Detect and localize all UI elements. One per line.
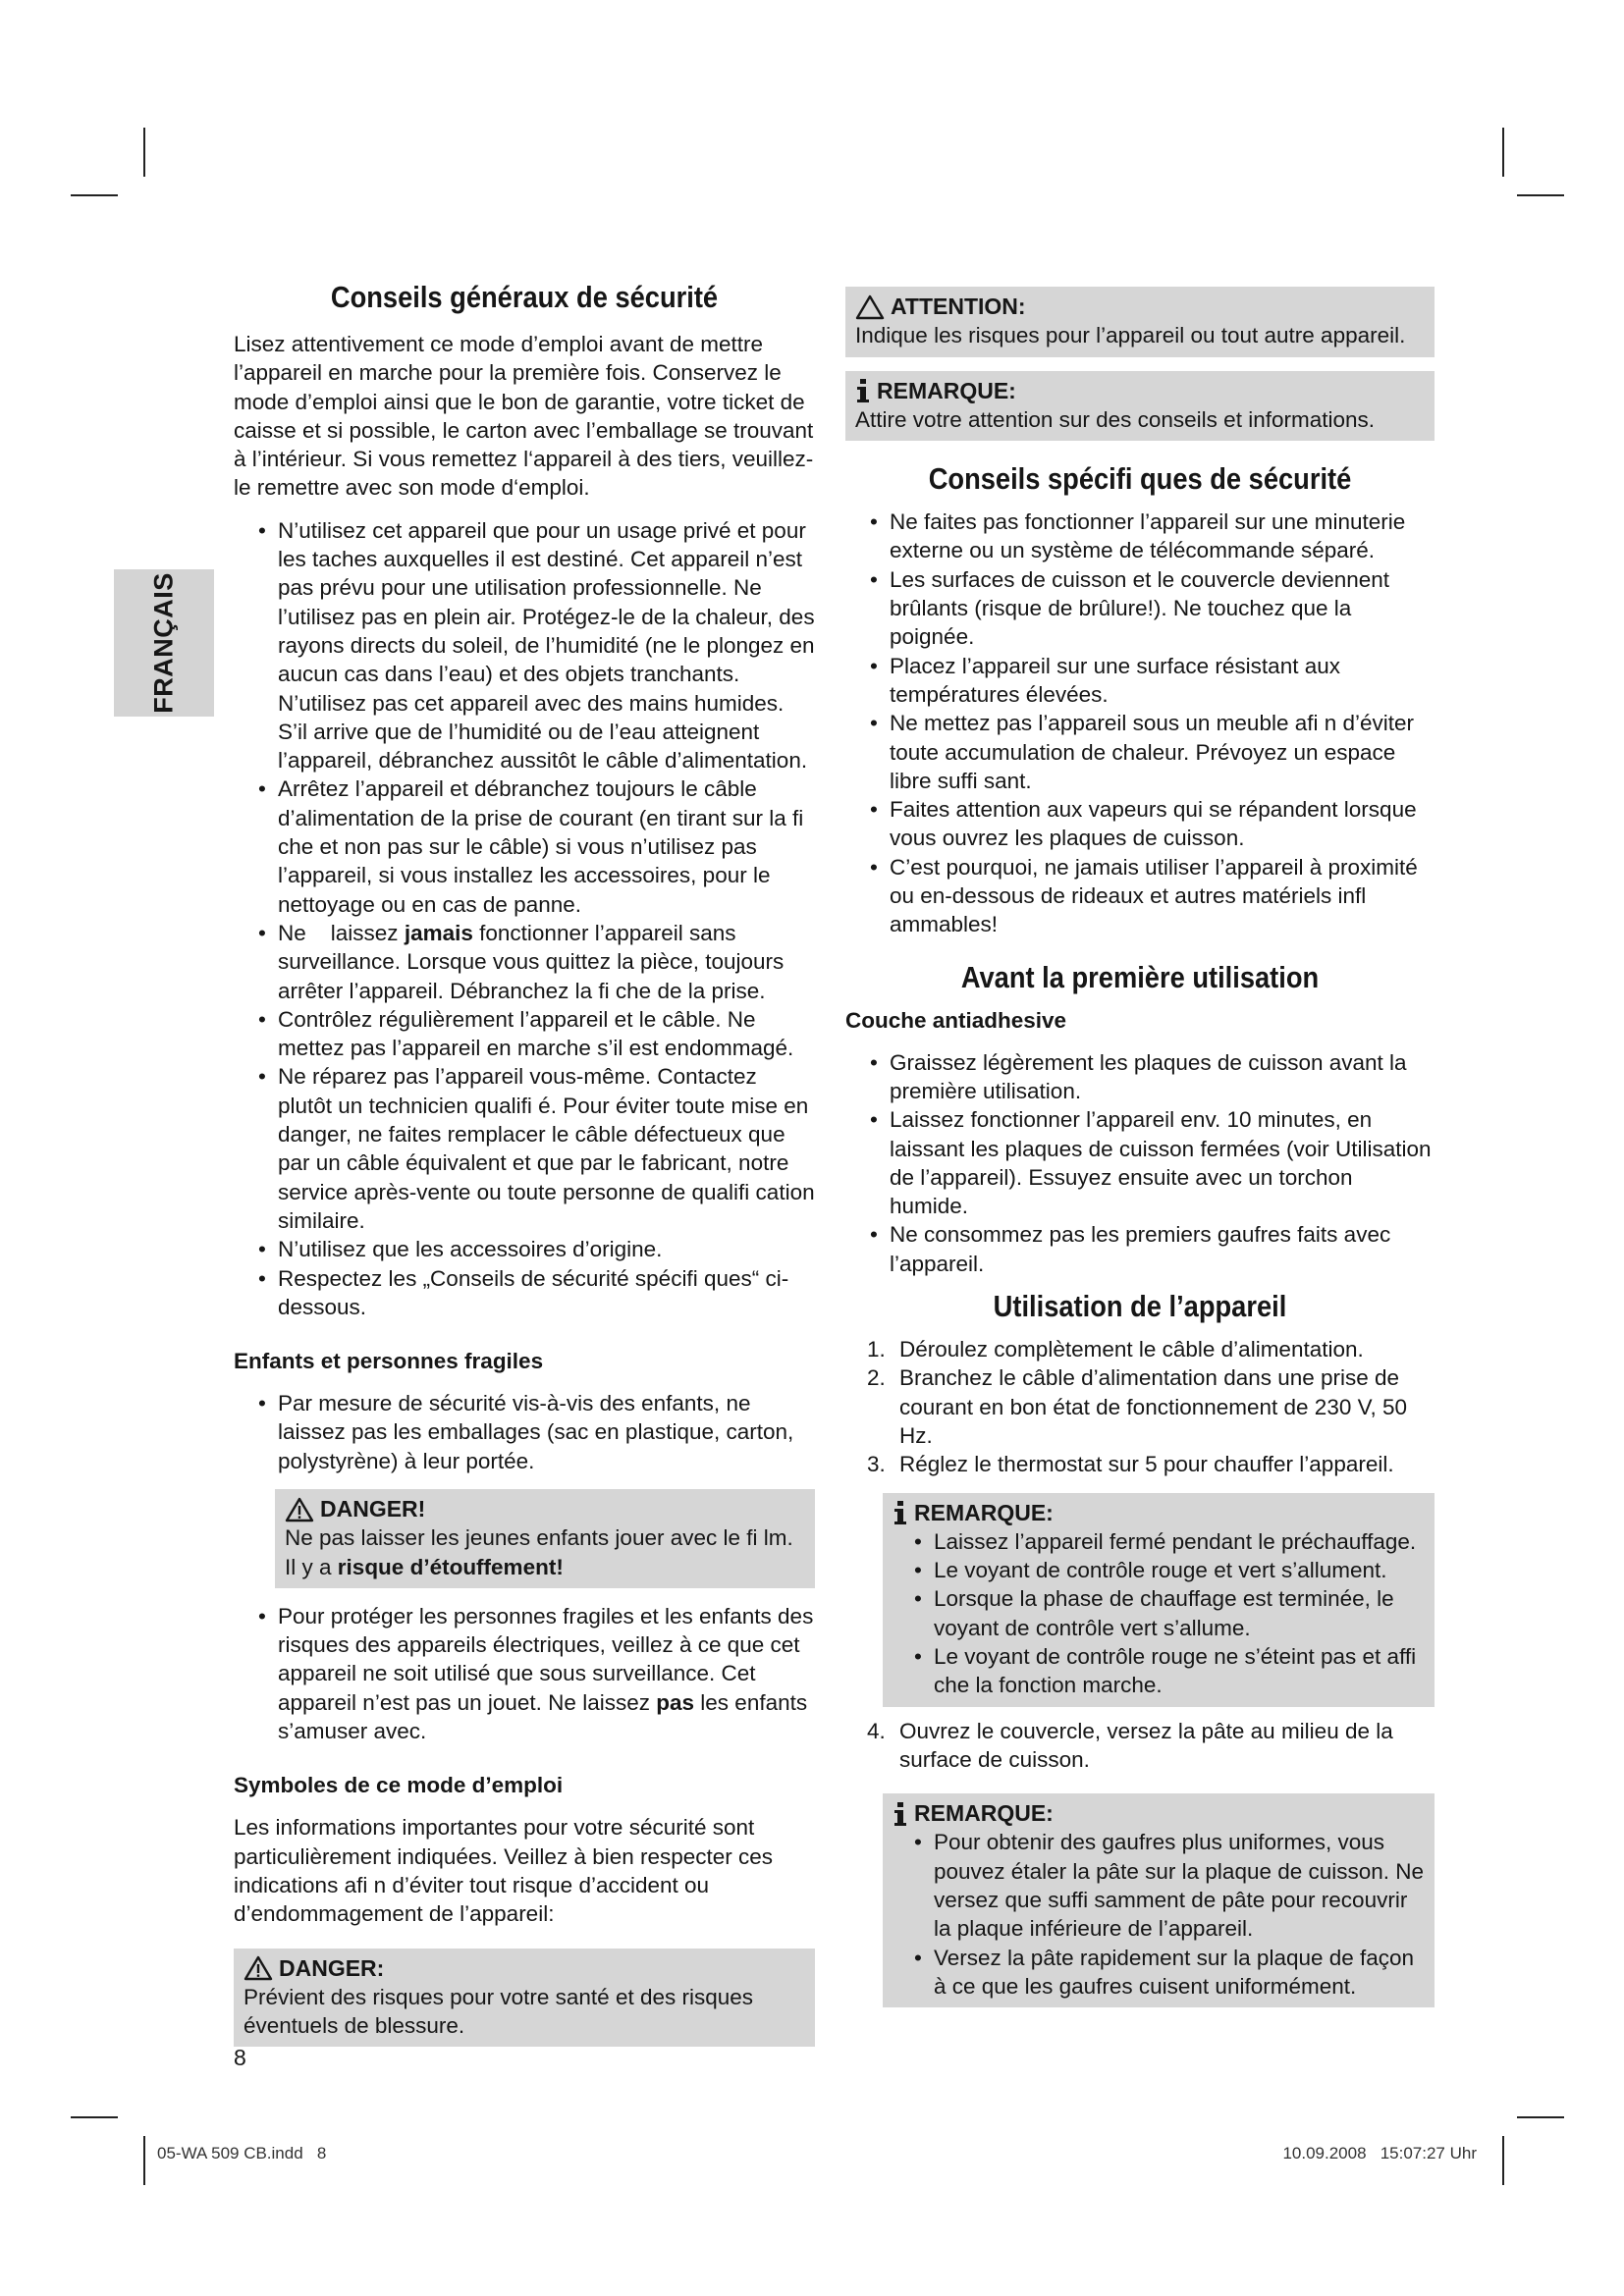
attention-text: Indique les risques pour l’appareil ou tout autre appareil.: [855, 323, 1406, 348]
list-item: • Arrêtez l’appareil et débranchez toujours le câble d’alimentation de la prise de courant (en tirant sur la fi che et non pas sur le câble) si vous n’utilisez pas l’appareil, si vous installez les accessoires, pour le nettoyage ou en cas de panne.: [258, 776, 804, 917]
list-item: • Laissez l’appareil fermé pendant le préchauffage.: [914, 1528, 1417, 1554]
note-title: REMARQUE:: [877, 377, 1016, 403]
nonstick-heading: Couche antiadhesive: [845, 1007, 1067, 1033]
step-item: 4. Ouvrez le couvercle, versez la pâte au milieu de la surface de cuisson.: [867, 1718, 1393, 1772]
symbols-heading: Symboles de ce mode d’emploi: [234, 1773, 564, 1798]
crop-mark: [71, 194, 118, 196]
warning-triangle-icon: [855, 294, 885, 320]
note-list: [893, 1527, 1425, 1700]
usage-steps: [845, 1335, 1435, 1478]
crop-mark: [1517, 2116, 1564, 2118]
list-item: • Graissez légèrement les plaques de cuisson avant la première utilisation.: [870, 1049, 1407, 1103]
list-item: • Le voyant de contrôle rouge et vert s’allument.: [914, 1558, 1387, 1583]
list-item: • C’est pourquoi, ne jamais utiliser l’appareil à proximité ou en-dessous de rideaux et autres matériels infl ammables!: [870, 854, 1418, 937]
kids-heading: Enfants et personnes fragiles: [234, 1349, 544, 1374]
crop-mark: [1502, 2136, 1504, 2185]
danger-text: Ne pas laisser les jeunes enfants jouer avec le fi lm. Il y a risque d’étouffement!: [285, 1525, 793, 1579]
note-title: REMARQUE:: [914, 1499, 1054, 1525]
list-item: • Pour protéger les personnes fragiles et les enfants des risques des appareils électriques, veillez à ce que cet appareil ne soit utilisé que sous surveillance. Cet appareil n’est pas un jouet. Ne laissez pas les enfants s’amuser avec.: [258, 1603, 814, 1744]
list-item: • Placez l’appareil sur une surface résistant aux températures élevées.: [870, 653, 1340, 707]
usage-title: Utilisation de l’appareil: [993, 1289, 1287, 1324]
list-item: • Faites attention aux vapeurs qui se répandent lorsque vous ouvrez les plaques de cuisson.: [870, 797, 1417, 851]
list-item: • Contrôlez régulièrement l’appareil et le câble. Ne mettez pas l’appareil en marche s’il est endommagé.: [258, 1006, 794, 1061]
first-use-title: Avant la première utilisation: [960, 959, 1320, 994]
general-safety-title: Conseils généraux de sécurité: [330, 280, 719, 314]
list-item: • Ne faites pas fonctionner l’appareil sur une minuterie externe ou un système de télécommande séparé.: [870, 509, 1406, 563]
page-number: 8: [234, 2045, 246, 2070]
info-icon: [893, 1500, 908, 1525]
list-item: • Ne laissez jamais fonctionner l’appareil sans surveillance. Lorsque vous quittez la pièce, toujours arrêter l’appareil. Débranchez la fi che de la prise.: [258, 920, 785, 1003]
footer-file-info: 05-WA 509 CB.indd 8: [157, 2144, 327, 2163]
info-icon: [855, 378, 871, 403]
note-box: [845, 371, 1435, 442]
list-item: • Ne consommez pas les premiers gaufres faits avec l’appareil.: [870, 1222, 1391, 1276]
list-item: • Versez la pâte rapidement sur la plaque de façon à ce que les gaufres cuisent uniformément.: [914, 1945, 1415, 1999]
first-use-list: [845, 1048, 1435, 1278]
general-safety-list: [234, 516, 815, 1321]
right-column: [845, 279, 1435, 2007]
language-tab-label: FRANÇAIS: [148, 572, 179, 714]
danger-box: [275, 1489, 815, 1588]
note-box: [883, 1493, 1435, 1707]
step-item: 3. Réglez le thermostat sur 5 pour chauffer l’appareil.: [867, 1452, 1394, 1477]
danger-box: [234, 1949, 815, 2048]
note-box: [883, 1793, 1435, 2007]
note-text: Attire votre attention sur des conseils et informations.: [855, 406, 1376, 432]
list-item: • Pour obtenir des gaufres plus uniformes, vous pouvez étaler la pâte sur la plaque de cuisson. Ne versez que suffi samment de pâte pour recouvrir la plaque inférieure de l’appareil.: [914, 1830, 1425, 1942]
crop-mark: [1517, 194, 1564, 196]
crop-mark: [1502, 128, 1504, 177]
list-item: • Par mesure de sécurité vis-à-vis des enfants, ne laissez pas les emballages (sac en plastique, carton, polystyrène) à leur portée.: [258, 1391, 794, 1473]
list-item: • Ne réparez pas l’appareil vous-même. Contactez plutôt un technicien qualifi é. Pour éviter toute mise en danger, ne faites remplacer le câble défectueux que par un câble équivalent et que par le fabricant, notre service après-vente ou toute personne de qualifi cation similaire.: [258, 1064, 815, 1233]
kids-list: [234, 1389, 815, 1475]
usage-steps-2: [845, 1717, 1435, 1775]
step-item: 2. Branchez le câble d’alimentation dans une prise de courant en bon état de fonctionnement de 230 V, 50 Hz.: [867, 1365, 1408, 1448]
danger-text: Prévient des risques pour votre santé et des risques éventuels de blessure.: [244, 1984, 754, 2039]
symbols-paragraph: Les informations importantes pour votre sécurité sont particulièrement indiquées. Veillez à bien respecter ces indications afi n d’éviter tout risque d’accident ou d’endommagement de l’appareil:: [234, 1815, 774, 1927]
note-title: REMARQUE:: [914, 1800, 1054, 1827]
danger-title: DANGER:: [279, 1954, 385, 1981]
crop-mark: [143, 128, 145, 177]
specific-safety-list: [845, 507, 1435, 938]
list-item: • N’utilisez cet appareil que pour un usage privé et pour les taches auxquelles il est destiné. Cet appareil n’est pas prévu pour une utilisation professionnelle. Ne l’utilisez pas en plein air. Protégez-le de la chaleur, des rayons directs du soleil, de l’humidité (ne le plongez en aucun cas dans l’eau) et des objets tranchants. N’utilisez pas cet appareil avec des mains humides. S’il arrive que de l’humidité ou de l’eau atteignent l’appareil, débranchez aussitôt le câble d’alimentation.: [258, 517, 815, 774]
list-item: • Le voyant de contrôle rouge ne s’éteint pas et affi che la fonction marche.: [914, 1643, 1417, 1698]
list-item: • Respectez les „Conseils de sécurité spécifi ques“ ci-dessous.: [258, 1265, 789, 1319]
kids-list-2: [234, 1602, 815, 1745]
warning-triangle-icon: [244, 1955, 273, 1981]
list-item: • Les surfaces de cuisson et le couvercle deviennent brûlants (risque de brûlure!). Ne touchez que la poignée.: [870, 566, 1390, 650]
crop-mark: [143, 2136, 145, 2185]
warning-triangle-icon: [285, 1497, 314, 1522]
list-item: • N’utilisez que les accessoires d’origine.: [258, 1237, 663, 1262]
crop-mark: [71, 2116, 118, 2118]
attention-box: [845, 287, 1435, 357]
danger-title: DANGER!: [320, 1495, 426, 1522]
info-icon: [893, 1801, 908, 1827]
attention-title: ATTENTION:: [891, 294, 1026, 319]
list-item: • Laissez fonctionner l’appareil env. 10 minutes, en laissant les plaques de cuisson fermées (voir Utilisation de l’appareil). Essuyez ensuite avec un torchon humide.: [870, 1107, 1432, 1219]
step-item: 1. Déroulez complètement le câble d’alimentation.: [867, 1337, 1364, 1362]
specific-safety-title: Conseils spécifi ques de sécurité: [928, 461, 1352, 497]
intro-paragraph: Lisez attentivement ce mode d’emploi avant de mettre l’appareil en marche pour la première fois. Conservez le mode d’emploi ainsi que le bon de garantie, votre ticket de caisse et si possible, le carton avec l’emballage se trouvant à l’intérieur. Si vous remettez l‘appareil à des tiers, veuillez-le remettre avec son mode d‘emploi.: [234, 332, 814, 501]
list-item: • Lorsque la phase de chauffage est terminée, le voyant de contrôle vert s’allume.: [914, 1586, 1394, 1640]
footer-timestamp: 10.09.2008 15:07:27 Uhr: [1282, 2144, 1477, 2163]
left-column: [234, 279, 815, 2047]
language-tab: [114, 569, 214, 717]
note-list: [893, 1828, 1425, 2001]
list-item: • Ne mettez pas l’appareil sous un meuble afi n d’éviter toute accumulation de chaleur. Prévoyez un espace libre suffi sant.: [870, 711, 1415, 793]
